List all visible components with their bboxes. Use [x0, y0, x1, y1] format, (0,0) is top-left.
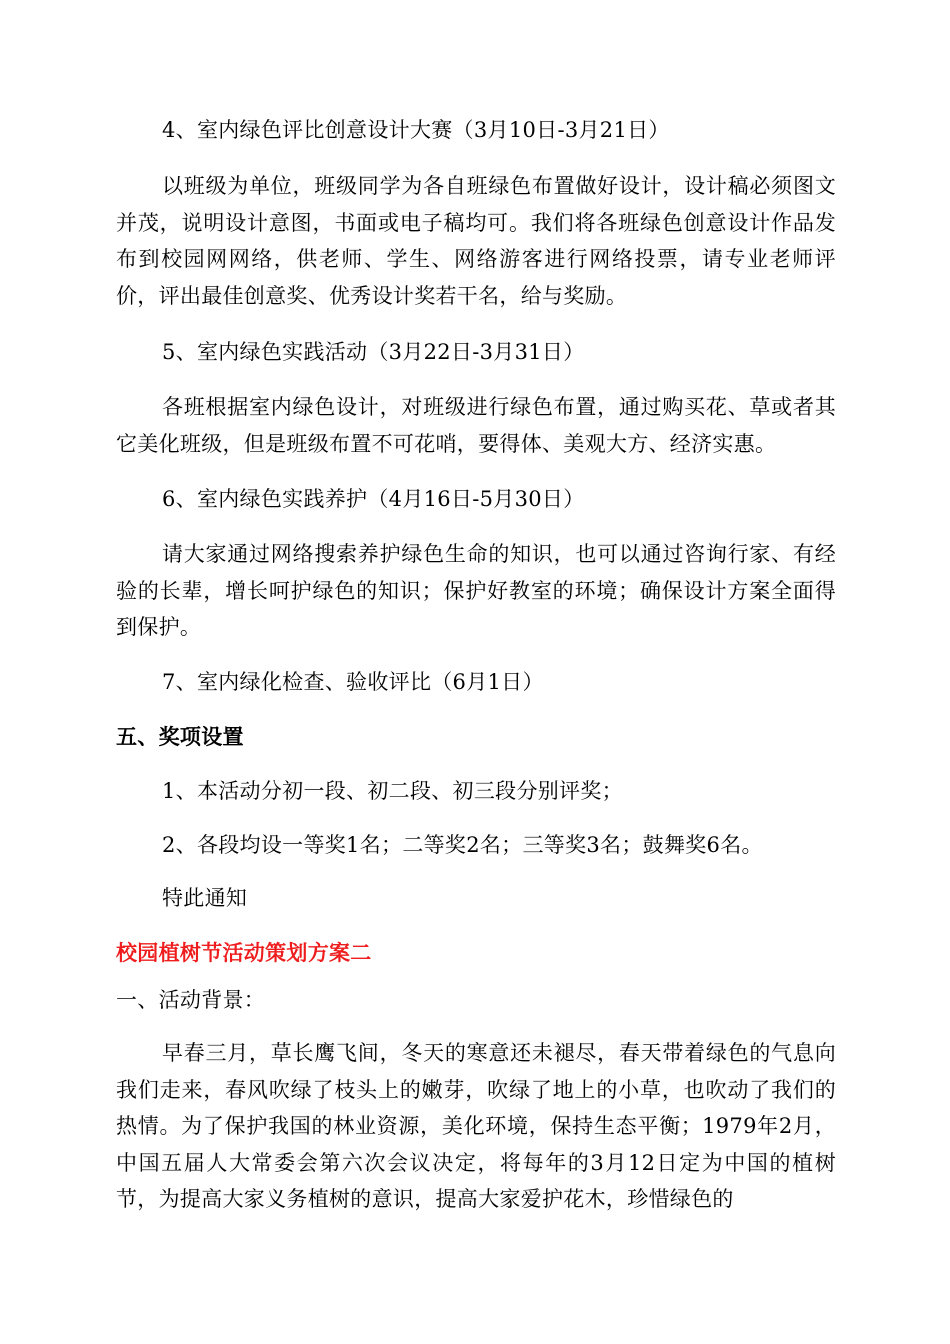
item4-body: 以班级为单位，班级同学为各自班绿色布置做好设计，设计稿必须图文并茂，说明设计意图，书面或电子稿均可。我们将各班绿色创意设计作品发布到校园网网络，供老师、学生、网络游客进行网络投票，请专业老师评价，评出最佳创意奖、优秀设计奖若干名，给与奖励。 [116, 174, 836, 308]
award-item-2: 2、各段均设一等奖1名；二等奖2名；三等奖3名；鼓舞奖6名。 [162, 833, 763, 857]
item7-title: 7、室内绿化检查、验收评比（6月1日） [162, 670, 544, 694]
item4-title: 4、室内绿色评比创意设计大赛（3月10日-3月21日） [162, 118, 670, 142]
notice-text: 特此通知 [162, 886, 248, 910]
item5-body: 各班根据室内绿色设计，对班级进行绿色布置，通过购买花、草或者其它美化班级，但是班级布置不可花哨，要得体、美观大方、经济实惠。 [116, 395, 836, 456]
item5-title: 5、室内绿色实践活动（3月22日-3月31日） [162, 340, 585, 364]
section5-heading: 五、奖项设置 [116, 725, 244, 749]
plan2-title: 校园植树节活动策划方案二 [116, 941, 372, 965]
plan2-background-text: 早春三月，草长鹰飞间，冬天的寒意还未褪尽，春天带着绿色的气息向我们走来，春风吹绿了枝头上的嫩芽，吹绿了地上的小草，也吹动了我们的热情。为了保护我国的林业资源，美化环境，保持生态平衡；1979年2月，中国五届人大常委会第六次会议决定，将每年的3月12日定为中国的植树节，为提高大家义务植树的意识，提高大家爱护花木，珍惜绿色的 [116, 1041, 836, 1211]
item6-body: 请大家通过网络搜索养护绿色生命的知识，也可以通过咨询行家、有经验的长辈，增长呵护绿色的知识；保护好教室的环境；确保设计方案全面得到保护。 [116, 542, 836, 639]
item6-title: 6、室内绿色实践养护（4月16日-5月30日） [162, 487, 585, 511]
award-item-1: 1、本活动分初一段、初二段、初三段分别评奖； [162, 779, 623, 803]
plan2-section1-heading: 一、活动背景： [116, 988, 266, 1012]
